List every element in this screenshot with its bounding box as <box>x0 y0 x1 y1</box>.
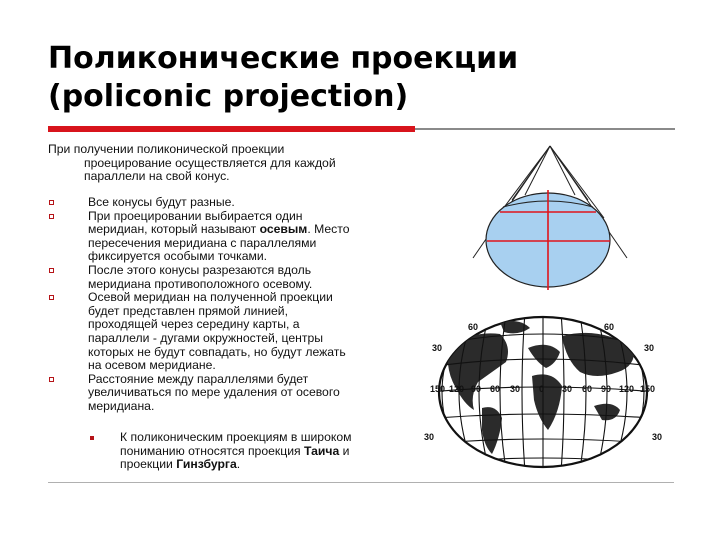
map-label: 90 <box>471 384 482 394</box>
map-label: 30 <box>432 343 443 353</box>
intro-line-1: При получении поликонической проекции <box>48 142 285 156</box>
sub-bullet-item: К поликоническим проекциям в широком пониманию относятся проекция Таича и проекции Гинзбурга. <box>88 431 408 472</box>
axial-term: осевым <box>259 222 308 237</box>
map-label: 60 <box>582 384 593 394</box>
taich-term: Таича <box>304 443 340 458</box>
map-label: 150 <box>430 384 446 394</box>
bullet-item: Осевой меридиан на полученной проекции будет представлен прямой линией, проходящей через середину карты, а параллели - дугами окружностей, центры которых не будут совпадать, но будут лежать на осевом меридиане. <box>48 291 413 373</box>
map-label: 150 <box>640 384 656 394</box>
map-label: 30 <box>644 343 655 353</box>
map-label: 30 <box>510 384 521 394</box>
ginzburg-term: Гинзбурга <box>176 457 237 472</box>
map-label: 120 <box>449 384 465 394</box>
intro-line-2: проецирование осуществляется для каждой <box>84 155 336 170</box>
map-label: 60 <box>468 322 479 332</box>
map-label: 60 <box>604 322 615 332</box>
map-label: 120 <box>619 384 635 394</box>
bullet-item: Расстояние между параллелями будет увеличиваться по мере удаления от осевого меридиана. <box>48 373 413 414</box>
map-label: 90 <box>601 384 612 394</box>
map-label: 30 <box>652 432 663 442</box>
bullet-item: После этого конусы разрезаются вдоль меридиана противоположного осевому. <box>48 264 413 291</box>
title-line-2: (policonic projection) <box>48 79 409 114</box>
intro-line-3: параллели на свой конус. <box>84 169 230 184</box>
title-line-1: Поликонические проекции <box>48 41 519 76</box>
map-label: 30 <box>424 432 435 442</box>
map-label: 60 <box>490 384 501 394</box>
map-label: 30 <box>562 384 573 394</box>
bullet-item: При проецировании выбирается один меридиан, который называют осевым. Место пересечения меридиана с параллелями фиксируется особыми точками. <box>48 210 413 264</box>
map-label: 0 <box>539 384 545 394</box>
bullet-item: Все конусы будут разные. <box>48 196 413 210</box>
